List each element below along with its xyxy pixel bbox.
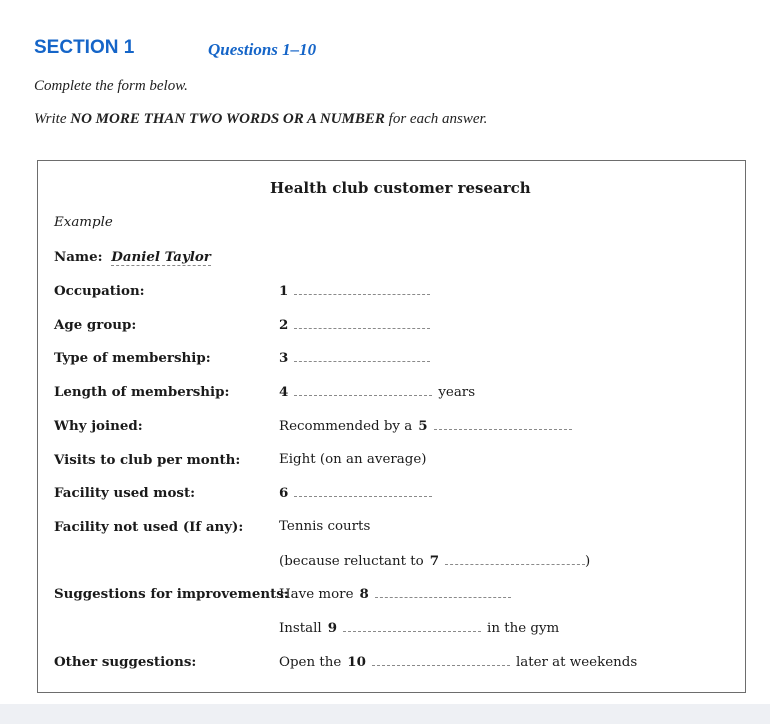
question-number: 1 bbox=[279, 283, 289, 299]
instruction-pre: Write bbox=[34, 111, 67, 127]
years-text: years bbox=[438, 385, 476, 400]
reluctant-answer bbox=[279, 553, 590, 569]
membership-type-label: Type of membership: bbox=[54, 350, 211, 366]
membership-type-answer bbox=[279, 350, 430, 366]
later-weekends-text: later at weekends bbox=[515, 655, 638, 670]
question-number: 7 bbox=[429, 553, 440, 569]
answer-blank-9[interactable] bbox=[343, 621, 481, 632]
why-joined-answer bbox=[279, 418, 572, 434]
other-suggestions-label: Other suggestions: bbox=[54, 654, 197, 670]
reluctant-text: (because reluctant to bbox=[279, 554, 424, 569]
in-the-gym-text: in the gym bbox=[487, 621, 560, 636]
question-number: 3 bbox=[279, 350, 289, 366]
answer-blank-2[interactable] bbox=[294, 318, 430, 329]
install-text: Install bbox=[279, 621, 322, 636]
close-paren: ) bbox=[585, 554, 591, 569]
question-number: 9 bbox=[327, 620, 338, 636]
name-label: Name: bbox=[54, 249, 103, 265]
answer-blank-5[interactable] bbox=[434, 419, 572, 430]
form-title: Health club customer research bbox=[270, 179, 531, 197]
example-row bbox=[54, 249, 211, 265]
answer-blank-4[interactable] bbox=[294, 385, 432, 396]
suggestions-answer bbox=[279, 586, 511, 602]
facility-not-used-value: Tennis courts bbox=[279, 519, 371, 534]
instruction-limit: NO MORE THAN TWO WORDS OR A NUMBER bbox=[70, 111, 385, 127]
install-answer bbox=[279, 620, 559, 636]
answer-blank-7[interactable] bbox=[445, 554, 585, 565]
instruction-post: for each answer. bbox=[388, 111, 488, 127]
answer-blank-1[interactable] bbox=[294, 284, 430, 295]
example-label: Example bbox=[54, 215, 113, 230]
answer-blank-6[interactable] bbox=[294, 486, 432, 497]
membership-length-label: Length of membership: bbox=[54, 384, 230, 400]
membership-length-answer bbox=[279, 384, 475, 400]
instruction-complete: Complete the form below. bbox=[34, 78, 188, 94]
occupation-label: Occupation: bbox=[54, 283, 145, 299]
have-more-text: Have more bbox=[279, 587, 354, 602]
example-name-value: Daniel Taylor bbox=[111, 249, 211, 265]
age-group-label: Age group: bbox=[54, 317, 137, 333]
instruction-word-limit bbox=[34, 111, 487, 128]
why-joined-label: Why joined: bbox=[54, 418, 143, 434]
answer-blank-3[interactable] bbox=[294, 351, 430, 362]
question-number: 5 bbox=[418, 418, 428, 434]
answer-blank-10[interactable] bbox=[372, 655, 510, 666]
answer-blank-8[interactable] bbox=[375, 587, 511, 598]
visits-label: Visits to club per month: bbox=[54, 452, 241, 468]
question-number: 8 bbox=[359, 586, 369, 602]
visits-value: Eight (on an average) bbox=[279, 452, 427, 467]
question-number: 6 bbox=[279, 485, 289, 501]
open-the-text: Open the bbox=[279, 655, 342, 670]
footer-band bbox=[0, 704, 770, 724]
occupation-answer bbox=[279, 283, 430, 299]
facility-used-label: Facility used most: bbox=[54, 485, 196, 501]
other-suggestions-answer bbox=[279, 654, 637, 670]
facility-not-used-label: Facility not used (If any): bbox=[54, 519, 244, 535]
question-number: 10 bbox=[347, 654, 366, 670]
recommended-text: Recommended by a bbox=[279, 419, 413, 434]
question-number: 2 bbox=[279, 317, 289, 333]
questions-range: Questions 1–10 bbox=[208, 40, 317, 59]
section-title: SECTION 1 bbox=[34, 37, 135, 58]
question-number: 4 bbox=[279, 384, 289, 400]
facility-used-answer bbox=[279, 485, 432, 501]
age-group-answer bbox=[279, 317, 430, 333]
suggestions-label: Suggestions for improvements: bbox=[54, 586, 289, 602]
